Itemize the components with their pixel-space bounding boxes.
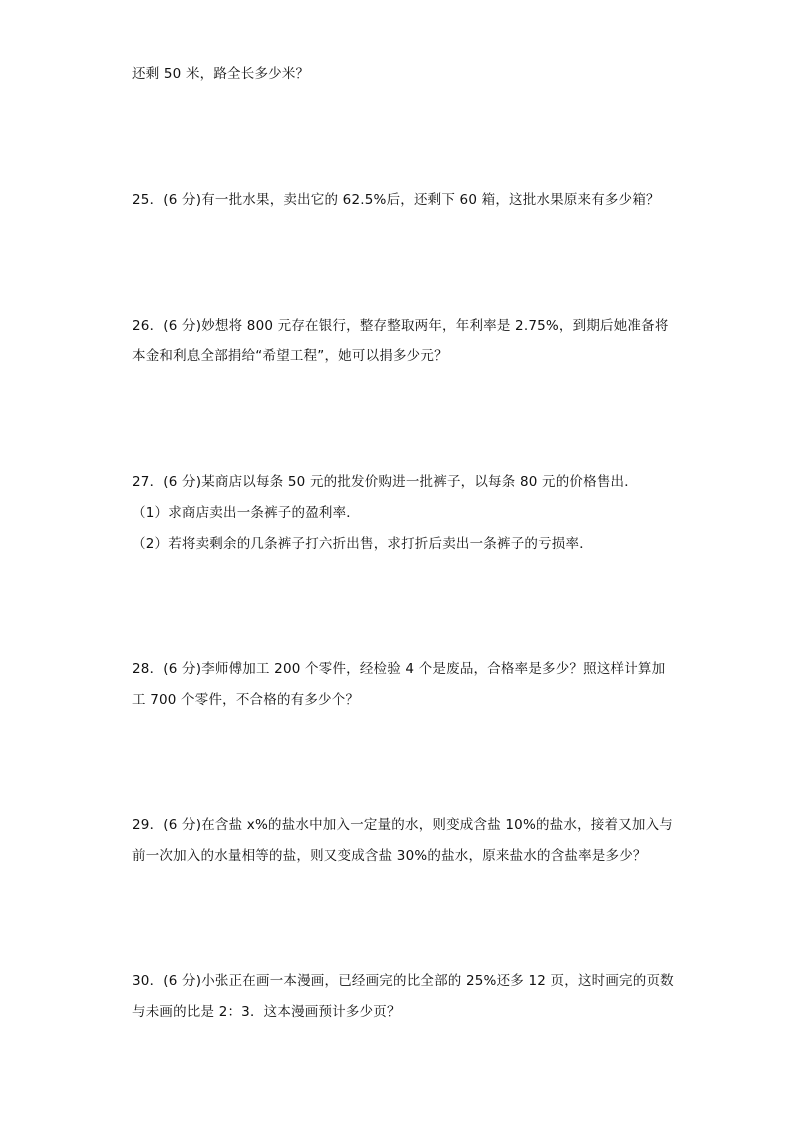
question-27-part-2: （2）若将卖剩余的几条裤子打六折出售，求打折后卖出一条裤子的亏损率． [132, 536, 593, 552]
question-27-part-1: （1）求商店卖出一条裤子的盈利率． [132, 505, 360, 521]
question-24-line-2: 还剩 50 米，路全长多少米？ [132, 66, 310, 82]
question-27-line-1: 27．(6 分)某商店以每条 50 元的批发价购进一批裤子，以每条 80 元的价格售出． [132, 474, 638, 490]
question-29-line-1: 29．(6 分)在含盐 x%的盐水中加入一定量的水，则变成含盐 10%的盐水，接着又加入与 [132, 817, 673, 833]
question-30-line-1: 30．(6 分)小张正在画一本漫画，已经画完的比全部的 25%还多 12 页，这时画完的页数 [132, 973, 674, 989]
question-25-line-1: 25．(6 分)有一批水果，卖出它的 62.5%后，还剩下 60 箱，这批水果原来有多少箱？ [132, 192, 660, 208]
question-28-line-1: 28．(6 分)李师傅加工 200 个零件，经检验 4 个是废品，合格率是多少？照这样计算加 [132, 661, 666, 677]
question-29-line-2: 前一次加入的水量相等的盐，则又变成含盐 30%的盐水，原来盐水的含盐率是多少？ [132, 848, 647, 864]
question-26-line-2: 本金和利息全部捐给“希望工程”，她可以捐多少元？ [132, 348, 448, 364]
question-30-line-2: 与未画的比是 2：3．这本漫画预计多少页？ [132, 1004, 401, 1020]
question-28-line-2: 工 700 个零件，不合格的有多少个？ [132, 692, 360, 708]
question-26-line-1: 26．(6 分)妙想将 800 元存在银行，整存整取两年，年利率是 2.75%，到期后她准备将 [132, 318, 669, 334]
